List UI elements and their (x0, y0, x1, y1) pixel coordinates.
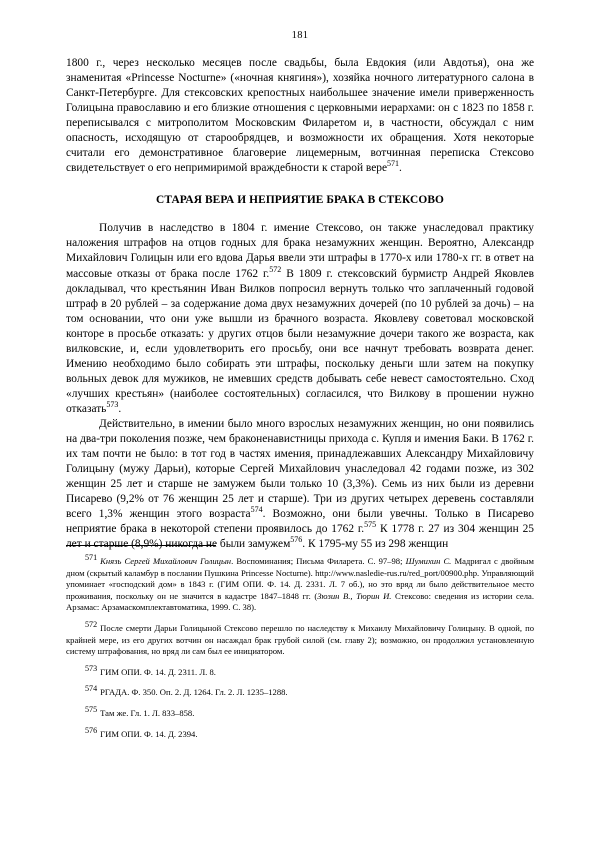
footnote-ref-573[interactable]: 573 (106, 400, 119, 410)
paragraph-2-text-a: Получив в наследство в 1804 г. имение Стексово, он также унаследовал практику наложения штрафов на отцов годных для брака незамужних женщин. Вероятно, Александр Михайлович Голицын или его вдова Дарья ввели эти штрафы в 1770-х или 1780-х гг. в ответ на массовые отказы от брака после 1762 г. (66, 222, 534, 280)
section-heading: СТАРАЯ ВЕРА И НЕПРИЯТИЕ БРАКА В СТЕКСОВО (156, 194, 444, 207)
page-number: 181 (291, 30, 309, 41)
paragraph-3-text-d: . К 1795-му 55 из 298 женщин (302, 538, 449, 551)
paragraph-1-tail: . (399, 162, 402, 175)
footnote-573 (66, 663, 534, 679)
footnote-separator-rule (66, 545, 216, 546)
footnote-571 (66, 553, 534, 614)
footnote-572-text: После смерти Дарьи Голицыной Стексово перешло по наследству к Михаилу Михайловичу Голицыну. В одной, по крайней мере, из его других вотчин он насаждал брак грубой силой (см. главу 2); возможно, он продолжил установленную систему штрафования, но вряд ли сам был ее инициатором. (66, 622, 534, 657)
footnote-574 (66, 684, 534, 699)
footnote-576 (66, 725, 534, 741)
body-paragraph-3 (66, 417, 534, 552)
footnote-576-text: ГИМ ОПИ. Ф. 14. Д. 2394. (100, 728, 198, 739)
footnote-ref-574[interactable]: 574 (250, 505, 263, 515)
paragraph-1-text: 1800 г., через несколько месяцев после свадьбы, была Евдокия (или Авдотья), она же знаменитая «Princesse Nocturne» («ночная княгиня»), хозяйка ночного литературного салона в Санкт-Петербурге. Для стексовских крепостных наибольшее значение имели приверженность Голицына православию и его близкие отношения с церковными иерархами: он с 1823 по 1858 г. переписывался с митрополитом Московским Филаретом и, в частности, обсуждал с ним опасность, исходящую от старообрядцев, и возможности их обращения. Хотя некоторые считали его демонстративное благоверие лицемерным, вотчинная переписка Стексово свидетельствует о его непримиримой враждебности к старой вере (66, 57, 534, 175)
paragraph-2-text-c: . (118, 402, 122, 415)
paragraph-3-text-a: Действительно, в имении было много взрослых незамужних женщин, но они появились на два-три поколения позже, чем браконенавистницы прихода с. Купля и имения Баки. В 1762 г. их там почти не было: в тот год в частях имения, принадлежавших Александру Михайловичу Голицыну (мужу Дарьи), которые Сергей Михайлович унаследовал 42 годами позже, из 302 женщин 25 лет и старше не замужем были только 10 (3,3%). Семь из них были из деревни Писарево (9,2% от 76 женщин 25 лет и старше). Три из других четырех деревень составляли всего 1,3% женщин этого возраста (66, 417, 534, 521)
footnote-574-number: 574 (85, 684, 98, 694)
page-content (66, 56, 534, 552)
footnote-571-italic-1: Князь Сергей Михайлович Голицын (100, 556, 232, 566)
body-paragraph-1 (66, 56, 534, 176)
footnote-573-number: 573 (85, 663, 98, 673)
footnote-ref-571[interactable]: 571 (387, 159, 400, 169)
footnote-571-text-4: Стексово: сведения из истории села. Арзамас: Арзамаскомплектавтоматика, 1999. С. 38). (66, 590, 534, 613)
footnote-575-text: Там же. Гл. 1. Л. 833–858. (100, 707, 195, 718)
footnote-573-text: ГИМ ОПИ. Ф. 14. Д. 2311. Л. 8. (100, 666, 216, 677)
footnote-575 (66, 705, 534, 720)
footnote-ref-572[interactable]: 572 (269, 264, 282, 274)
footnote-571-number: 571 (85, 553, 98, 563)
paragraph-3-text-b: . Возможно, они были увечны. Только в Писарево неприятие брака в некоторой степени проявилось до 1762 г. (66, 508, 534, 536)
footnote-571-text-2: . Воспоминания; Письма Филарета. С. 97–98; (231, 556, 406, 566)
footnote-ref-576[interactable]: 576 (290, 535, 303, 545)
footnote-ref-575[interactable]: 575 (364, 520, 377, 530)
footnote-572 (66, 620, 534, 658)
body-paragraph-2 (66, 221, 534, 417)
footnote-571-italic-3: Зюзин В., Тюрин И. (317, 590, 392, 601)
paragraph-3-text-c: К 1778 г. 27 из 304 женщин 25 лет и старше (8,9%) никогда не были замужем (66, 523, 534, 551)
paragraph-2-text-b: В 1809 г. стексовский бурмистр Андрей Яковлев докладывал, что крестьянин Иван Вилков попросил вернуть только что заплаченный годовой штраф в 20 рублей – за содержание дома двух незамужних дочерей (по 10 рублей за дочь) – на том основании, что они уже вышли из брачного возраста. Яковлеву советовал московской конторе в просьбе отказать: у других отцов были незамужние дочери такого же возраста, как вилковские, и, если удовлетворить его просьбу, они все начнут требовать возврата денег. Имению необходимо было собирать эти штрафы, поскольку деньги шли затем на покупку вольных девок для мужиков, не имевших средств добывать себе невест самостоятельно. Сход «лучших крестьян» (наиболее состоятельных) согласился, что Вилкову в прошении нужно отказать (66, 267, 534, 415)
footnote-574-text: РГАДА. Ф. 350. Оп. 2. Д. 1264. Гл. 2. Л. 1235–1288. (100, 687, 288, 698)
footnotes-section (66, 553, 534, 740)
footnote-571-text-3: Мадригал с двойным дном (скрытый каламбур в послании Пушкина Princesse Nocturne). http://www.nasledie-rus.ru/red_port/00900.php. Управляющий упоминает «господский дом» в 1843 г. (ГИМ ОПИ. Ф. 14. Д. 2331. Л. 7 об.), но это вряд ли было действительное место проживания, поскольку он не значится в кадастре 1847–1848 гг. ( (66, 556, 534, 601)
footnote-571-italic-2: Шумихин С. (405, 556, 452, 566)
footnote-575-number: 575 (85, 705, 98, 715)
footnote-576-number: 576 (85, 725, 98, 735)
footnote-572-number: 572 (85, 620, 98, 630)
